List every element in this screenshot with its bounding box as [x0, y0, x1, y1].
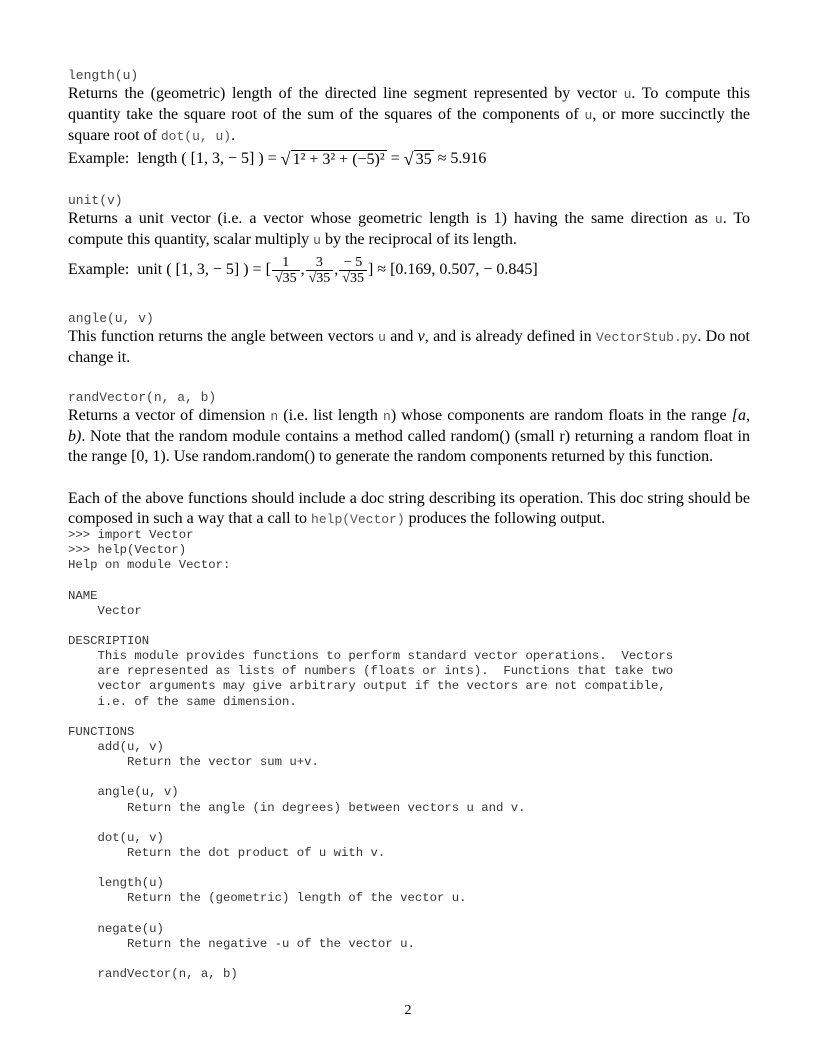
code-line	[68, 770, 750, 785]
length-signature: length(u)	[68, 68, 139, 83]
code-line: Return the (geometric) length of the vector u.	[68, 891, 467, 906]
length-section	[68, 68, 750, 171]
code-line	[68, 619, 750, 634]
code-line: are represented as lists of numbers (floats or ints). Functions that take two	[68, 664, 674, 679]
code-line: angle(u, v)	[68, 785, 179, 800]
randvector-signature: randVector(n, a, b)	[68, 390, 217, 405]
angle-signature: angle(u, v)	[68, 311, 154, 326]
code-line	[68, 861, 750, 876]
code-line: >>> import Vector	[68, 528, 194, 542]
angle-description: This function returns the angle between vectors u and v, and is already defined in VectorStub.py. Do not change it.	[68, 328, 750, 366]
code-line: FUNCTIONS	[68, 724, 135, 739]
code-line	[68, 907, 750, 922]
fraction-2: $\frac{3}{√35}$	[306, 255, 334, 286]
code-line: Return the dot product of u with v.	[68, 845, 386, 860]
code-line: Return the negative -u of the vector u.	[68, 936, 415, 951]
code-line	[68, 952, 750, 967]
code-line: Help on module Vector:	[68, 558, 231, 573]
code-line: Return the angle (in degrees) between vectors u and v.	[68, 800, 526, 815]
code-line: add(u, v)	[68, 739, 164, 754]
length-description: Returns the (geometric) length of the directed line segment represented by vector u. To compute this quantity take the square root of the sum of the squares of the components of u, or more succinctly the square root of dot(u, u).	[68, 85, 751, 144]
docstring-description: Each of the above functions should include a doc string describing its operation. This doc string should be composed in such a way that a call to help(Vector) produces the following output.	[68, 490, 750, 527]
code-line: Return the vector sum u+v.	[68, 755, 319, 770]
help-output-code	[68, 528, 750, 982]
docstring-section	[68, 489, 750, 530]
code-line: negate(u)	[68, 921, 164, 936]
code-line: dot(u, v)	[68, 830, 164, 845]
code-line: >>> help(Vector)	[68, 543, 187, 558]
fraction-1: $\frac{1}{√35}$	[272, 255, 300, 286]
code-line	[68, 573, 750, 588]
unit-section	[68, 193, 750, 289]
code-line: vector arguments may give arbitrary output if the vectors are not compatible,	[68, 679, 666, 694]
code-line: DESCRIPTION	[68, 633, 150, 648]
unit-example: Example: unit ( [1, 3, − 5] ) = [ $\frac{1}{√35}$ , $\frac{3}{√35}$ , $\frac{- 5}{√35}$ ] ≈ [0.169, 0.507, − 0.845]	[68, 254, 538, 286]
unit-description: Returns a unit vector (i.e. a vector whose geometric length is 1) having the same direction as u. To compute this quantity, scalar multiply u by the reciprocal of its length.	[68, 210, 751, 248]
fraction-3: $\frac{- 5}{√35}$	[339, 255, 367, 286]
code-line: randVector(n, a, b)	[68, 967, 238, 982]
code-line: length(u)	[68, 876, 164, 891]
code-line: i.e. of the same dimension.	[68, 694, 297, 709]
document-page	[68, 68, 750, 552]
code-line	[68, 710, 750, 725]
page-number: 2	[404, 1003, 412, 1018]
code-line	[68, 816, 750, 831]
code-line: This module provides functions to perform standard vector operations. Vectors	[68, 649, 674, 664]
angle-section	[68, 311, 750, 368]
randvector-section	[68, 390, 750, 467]
randvector-description: Returns a vector of dimension n (i.e. list length n) whose components are random floats in the range [a, b). Note that the random module contains a method called random() (small r) returning a random float in the range [0, 1). Use random.random() to generate the random components returned by this function.	[68, 407, 750, 465]
unit-signature: unit(v)	[68, 193, 123, 208]
code-line: Vector	[68, 603, 142, 618]
length-example: Example: length ( [1, 3, − 5] ) = √ 1² + 3² + (−5)² = √ 35 ≈ 5.916	[68, 148, 487, 169]
code-line: NAME	[68, 588, 98, 603]
